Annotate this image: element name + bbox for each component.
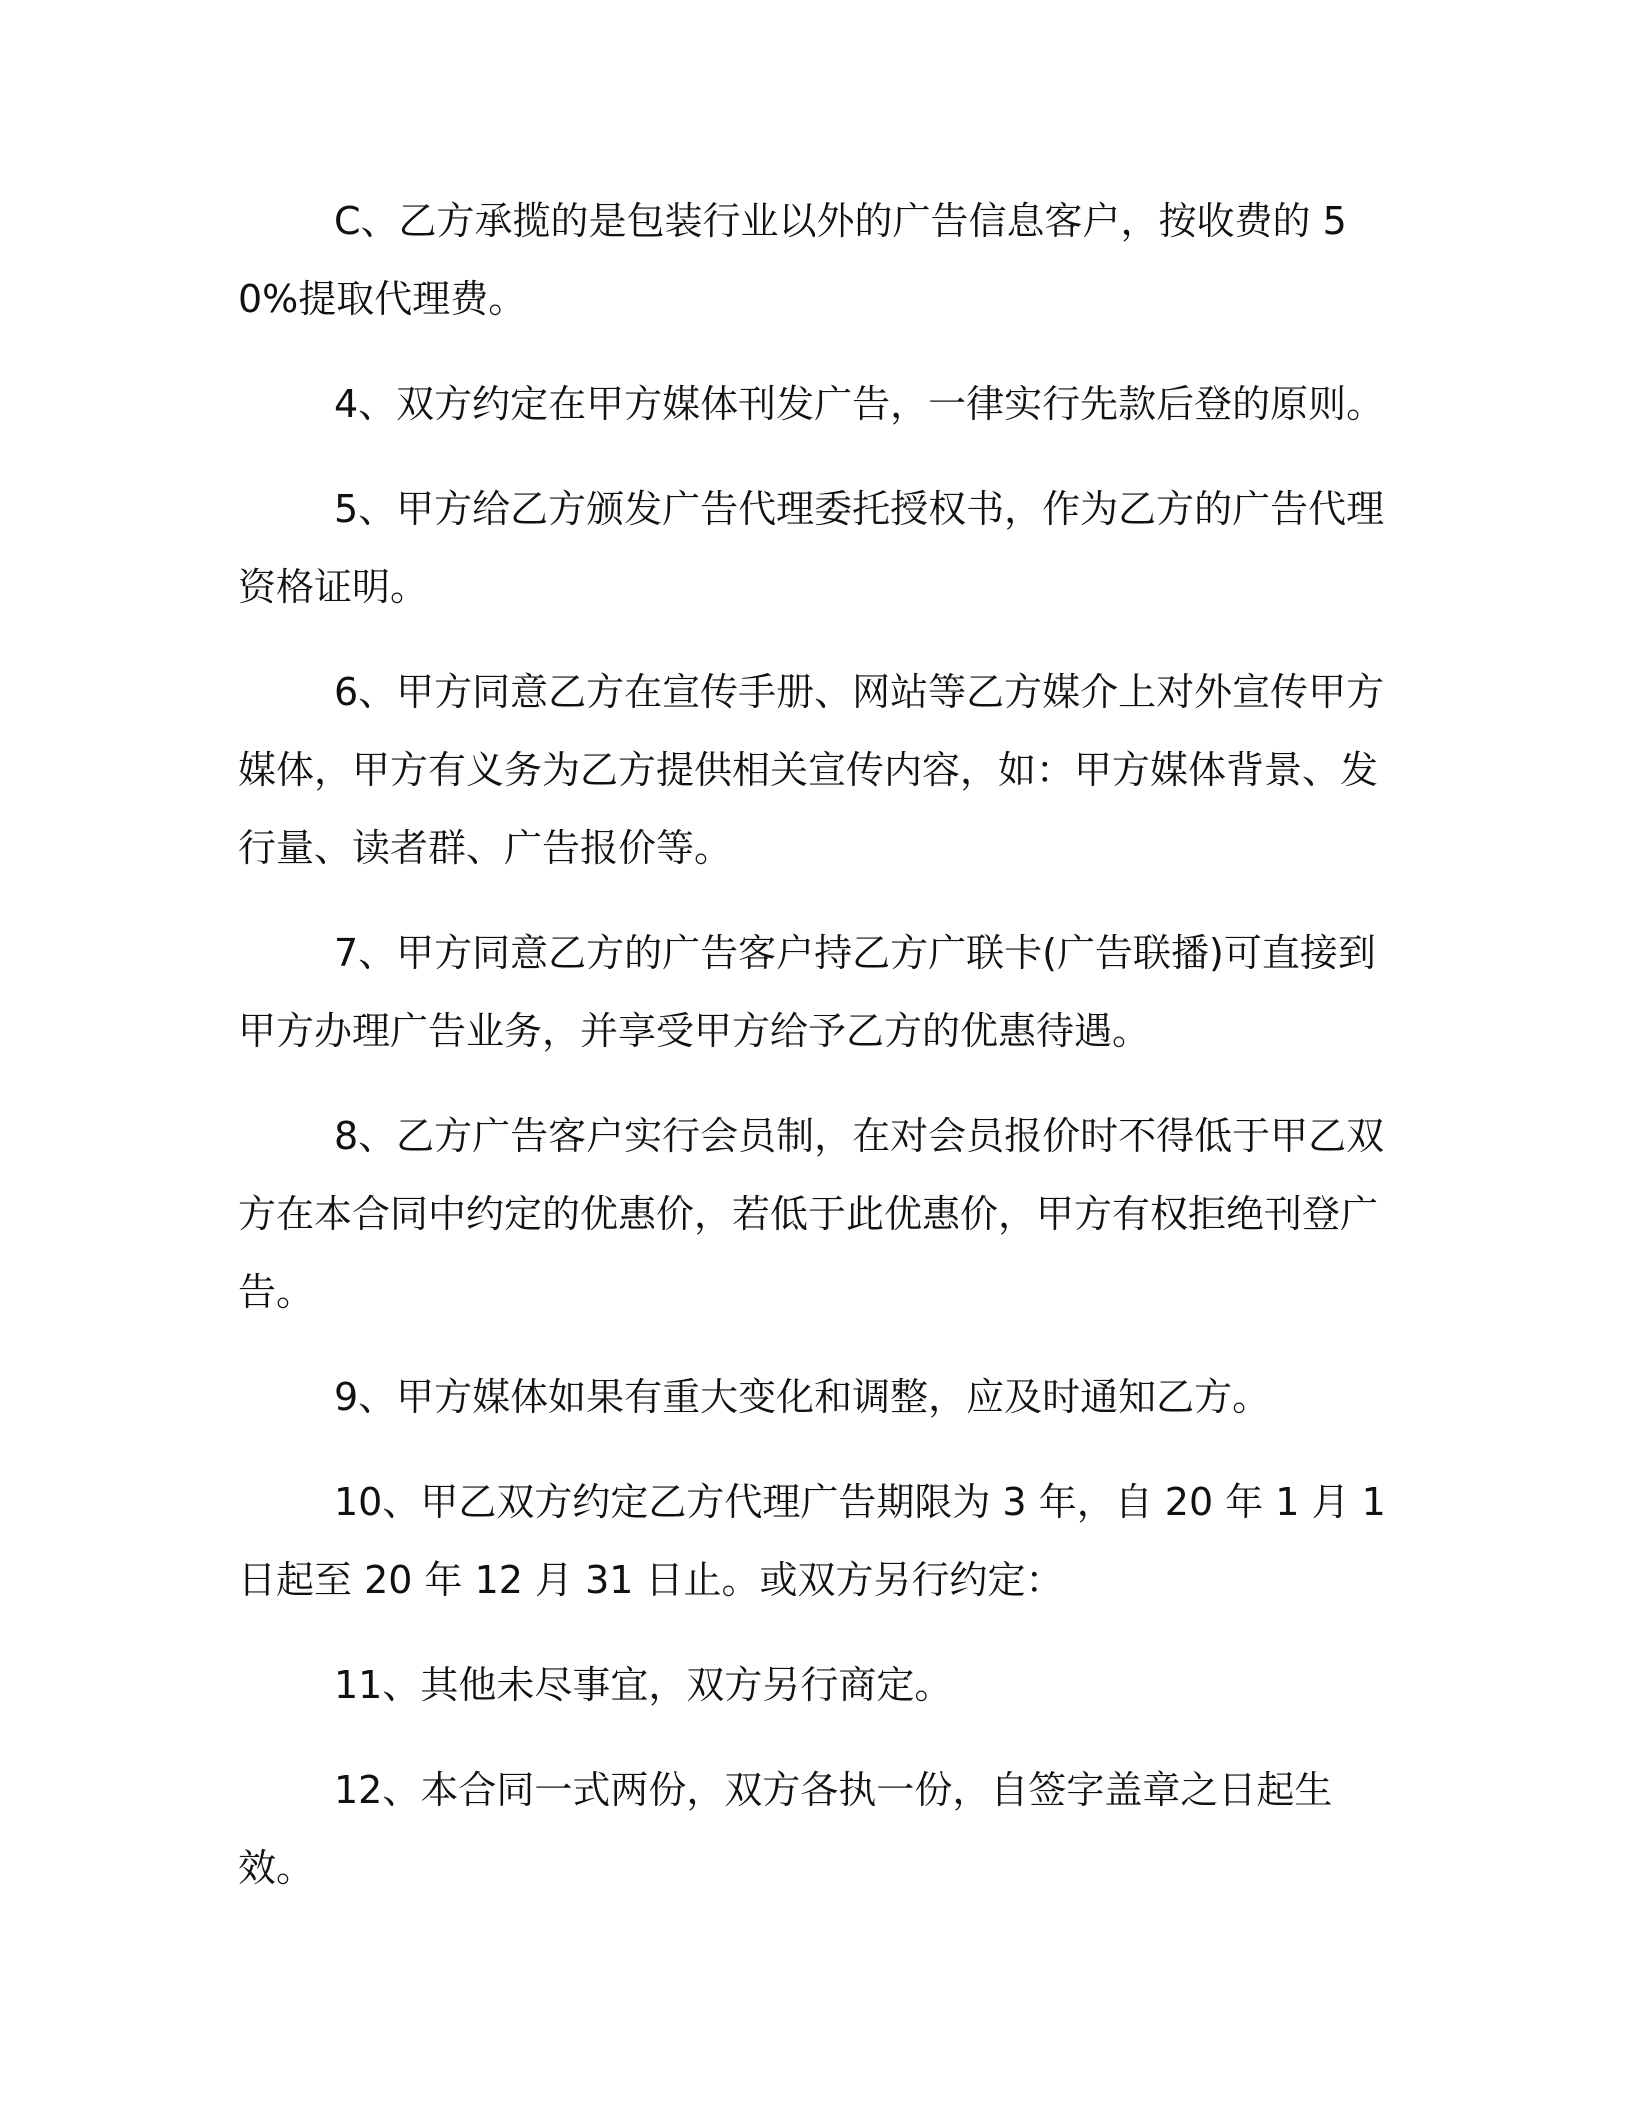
paragraph-clause-8: 8、乙方广告客户实行会员制，在对会员报价时不得低于甲乙双方在本合同中约定的优惠价，若低于此优惠价，甲方有权拒绝刊登广告。 (238, 1114, 1385, 1314)
paragraph-clause-10: 10、甲乙双方约定乙方代理广告期限为 3 年，自 20 年 1 月 1 日起至 20 年 12 月 31 日止。或双方另行约定： (238, 1480, 1386, 1602)
paragraph-clause-11: 11、其他未尽事宜，双方另行商定。 (334, 1663, 953, 1707)
paragraph-clause-5: 5、甲方给乙方颁发广告代理委托授权书，作为乙方的广告代理资格证明。 (238, 487, 1385, 609)
paragraph-clause-9: 9、甲方媒体如果有重大变化和调整，应及时通知乙方。 (334, 1375, 1271, 1419)
paragraph-clause-6: 6、甲方同意乙方在宣传手册、网站等乙方媒介上对外宣传甲方媒体，甲方有义务为乙方提供相关宣传内容，如：甲方媒体背景、发行量、读者群、广告报价等。 (238, 670, 1385, 870)
paragraph-clause-12: 12、本合同一式两份，双方各执一份，自签字盖章之日起生效。 (238, 1768, 1333, 1890)
document-body (238, 182, 1388, 1934)
paragraph-clause-4: 4、双方约定在甲方媒体刊发广告，一律实行先款后登的原则。 (334, 382, 1385, 426)
paragraph-clause-c: C、乙方承揽的是包装行业以外的广告信息客户，按收费的 50%提取代理费。 (238, 199, 1347, 321)
paragraph-clause-7: 7、甲方同意乙方的广告客户持乙方广联卡(广告联播)可直接到甲方办理广告业务，并享受甲方给予乙方的优惠待遇。 (238, 931, 1376, 1053)
